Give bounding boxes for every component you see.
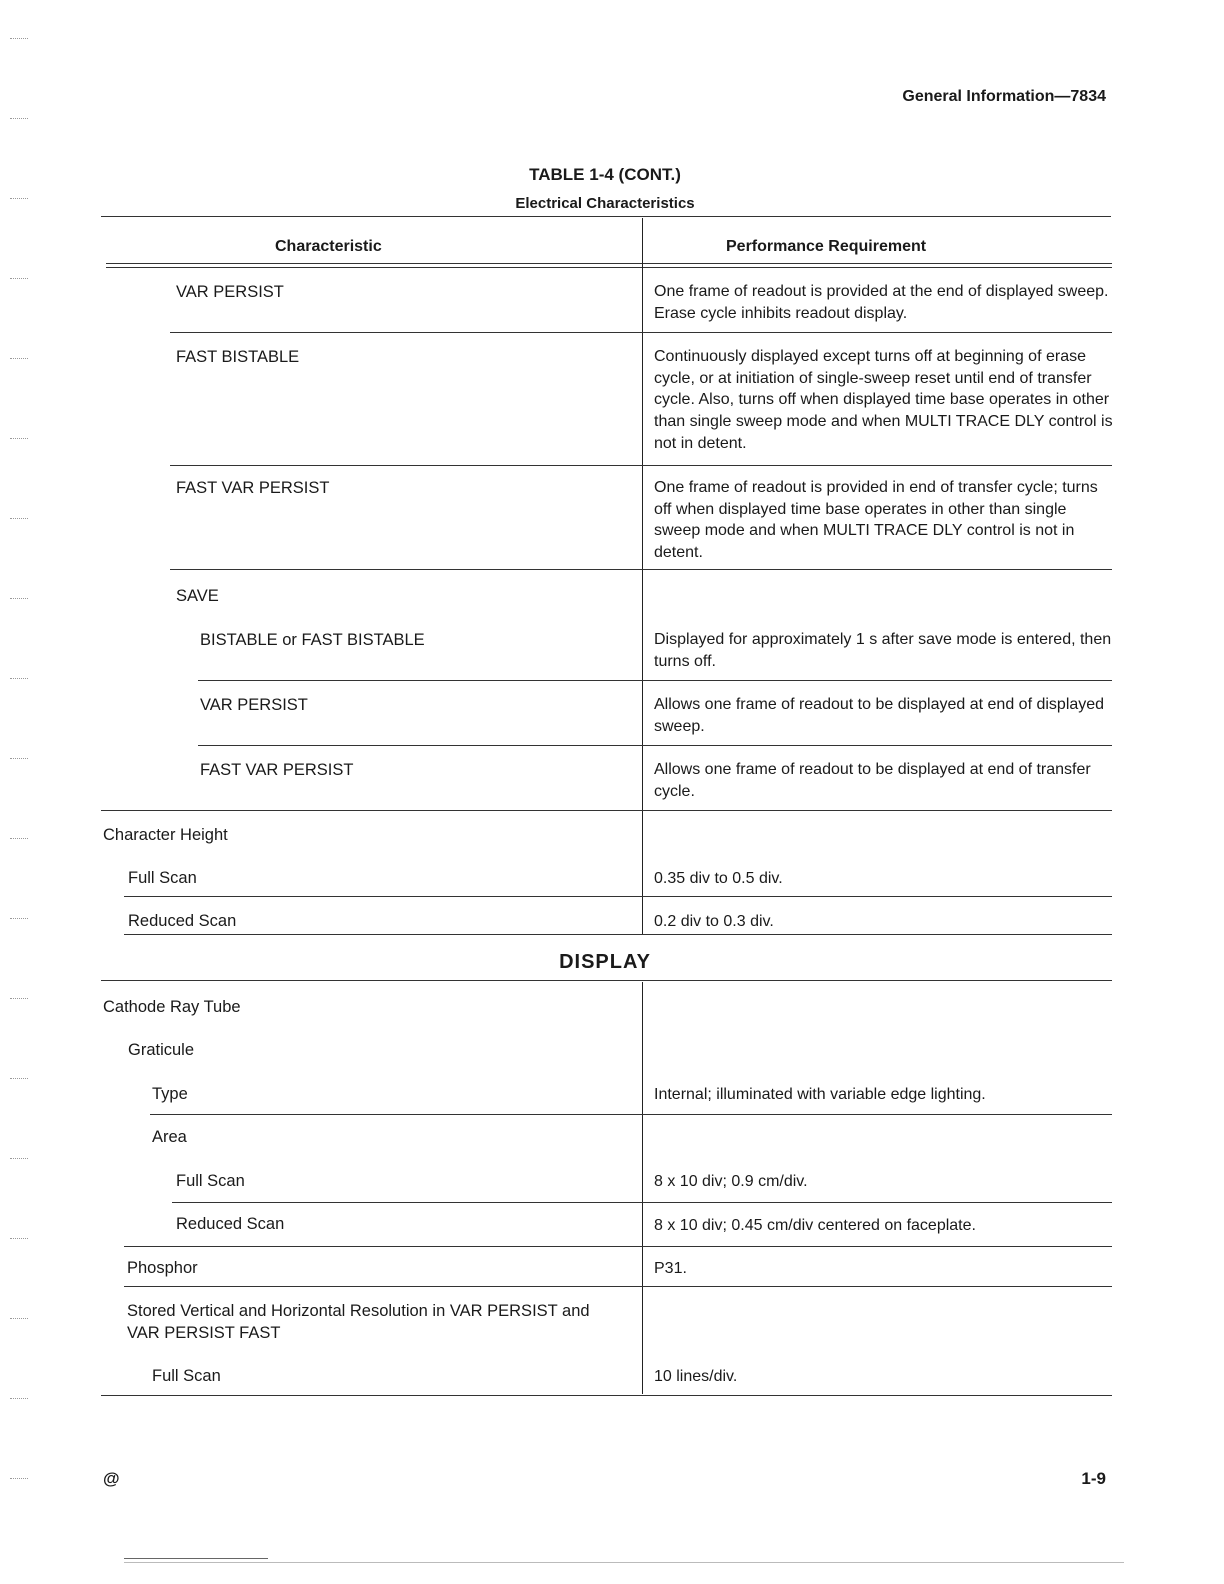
row-rule bbox=[198, 745, 1112, 746]
row-label: VAR PERSIST bbox=[200, 696, 308, 714]
row-performance: Allows one frame of readout to be displayed at end of transfer cycle. bbox=[654, 761, 1091, 800]
row-performance: Internal; illuminated with variable edge lighting. bbox=[654, 1086, 986, 1103]
row-rule bbox=[170, 569, 1112, 570]
running-header: General Information—7834 bbox=[902, 88, 1106, 105]
column-divider bbox=[642, 982, 643, 1394]
margin-mark bbox=[10, 1478, 28, 1479]
row-performance: Continuously displayed except turns off at beginning of erase cycle, or at initiation of single-sweep reset until end of transfer cycle. Also, turns off when displayed time base operates in other than single sweep mode and when MULTI TRACE DLY control is not in detent. bbox=[654, 348, 1113, 452]
row-label: FAST VAR PERSIST bbox=[176, 479, 330, 497]
row-label: SAVE bbox=[176, 587, 219, 605]
margin-mark bbox=[10, 1078, 28, 1079]
table-bottom-rule bbox=[101, 1395, 1112, 1396]
column-divider bbox=[642, 218, 643, 935]
margin-mark bbox=[10, 918, 28, 919]
table-title: TABLE 1-4 (CONT.) bbox=[529, 165, 681, 184]
page-number: 1-9 bbox=[1081, 1469, 1106, 1488]
row-rule bbox=[170, 332, 1112, 333]
row-performance: One frame of readout is provided at the end of displayed sweep. Erase cycle inhibits readout display. bbox=[654, 283, 1109, 322]
row-rule bbox=[170, 465, 1112, 466]
row-label: FAST BISTABLE bbox=[176, 348, 300, 366]
margin-mark bbox=[10, 278, 28, 279]
row-performance: 8 x 10 div; 0.9 cm/div. bbox=[654, 1173, 808, 1190]
row-rule bbox=[150, 1114, 1112, 1115]
row-label: Phosphor bbox=[127, 1259, 198, 1277]
row-label: Type bbox=[152, 1085, 188, 1103]
row-label: Character Height bbox=[103, 826, 228, 844]
table-top-rule bbox=[101, 216, 1111, 217]
margin-mark bbox=[10, 38, 28, 39]
margin-mark bbox=[10, 678, 28, 679]
row-performance: Displayed for approximately 1 s after save mode is entered, then turns off. bbox=[654, 631, 1112, 670]
row-label: Stored Vertical and Horizontal Resolution in VAR PERSIST and VAR PERSIST FAST bbox=[127, 1302, 590, 1342]
row-performance: 0.35 div to 0.5 div. bbox=[654, 870, 783, 887]
row-label: Area bbox=[152, 1128, 187, 1146]
row-label: FAST VAR PERSIST bbox=[200, 761, 354, 779]
header-rule bbox=[106, 267, 1112, 268]
row-label: Graticule bbox=[128, 1041, 195, 1059]
margin-mark bbox=[10, 1238, 28, 1239]
row-performance: 0.2 div to 0.3 div. bbox=[654, 913, 774, 930]
margin-mark bbox=[10, 838, 28, 839]
row-performance: One frame of readout is provided in end of transfer cycle; turns off when displayed time base operates in other than single sweep mode and when MULTI TRACE DLY control is not in detent. bbox=[654, 479, 1098, 562]
margin-mark bbox=[10, 118, 28, 119]
margin-mark bbox=[10, 358, 28, 359]
table-subtitle: Electrical Characteristics bbox=[515, 195, 695, 212]
row-label: Reduced Scan bbox=[128, 912, 237, 930]
row-label: Full Scan bbox=[176, 1172, 245, 1190]
row-rule bbox=[198, 680, 1112, 681]
row-performance: P31. bbox=[654, 1260, 687, 1277]
row-rule bbox=[124, 1286, 1112, 1287]
row-label: Reduced Scan bbox=[176, 1215, 285, 1233]
row-performance: 8 x 10 div; 0.45 cm/div centered on faceplate. bbox=[654, 1217, 976, 1234]
margin-mark bbox=[10, 598, 28, 599]
section-rule bbox=[101, 980, 1112, 981]
row-rule bbox=[124, 934, 1112, 935]
footer-rule bbox=[124, 1562, 1124, 1563]
margin-mark bbox=[10, 1158, 28, 1159]
margin-mark bbox=[10, 518, 28, 519]
row-performance: 10 lines/div. bbox=[654, 1368, 738, 1385]
row-rule bbox=[172, 1202, 1112, 1203]
margin-mark bbox=[10, 1318, 28, 1319]
row-rule bbox=[124, 896, 1112, 897]
column-header-performance: Performance Requirement bbox=[726, 238, 927, 255]
column-header-characteristic: Characteristic bbox=[275, 238, 382, 255]
row-label: VAR PERSIST bbox=[176, 283, 284, 301]
margin-mark bbox=[10, 438, 28, 439]
row-label: Full Scan bbox=[152, 1367, 221, 1385]
row-rule bbox=[124, 1246, 1112, 1247]
row-label: Cathode Ray Tube bbox=[103, 998, 241, 1016]
row-rule bbox=[101, 810, 1112, 811]
footer-mark: @ bbox=[103, 1469, 120, 1488]
row-label: BISTABLE or FAST BISTABLE bbox=[200, 631, 425, 649]
header-rule bbox=[106, 263, 1112, 264]
row-performance: Allows one frame of readout to be displayed at end of displayed sweep. bbox=[654, 696, 1105, 735]
margin-mark bbox=[10, 998, 28, 999]
section-title-display: DISPLAY bbox=[559, 951, 651, 973]
row-label: Full Scan bbox=[128, 869, 197, 887]
footer-rule bbox=[124, 1558, 268, 1559]
margin-mark bbox=[10, 758, 28, 759]
margin-mark bbox=[10, 1398, 28, 1399]
